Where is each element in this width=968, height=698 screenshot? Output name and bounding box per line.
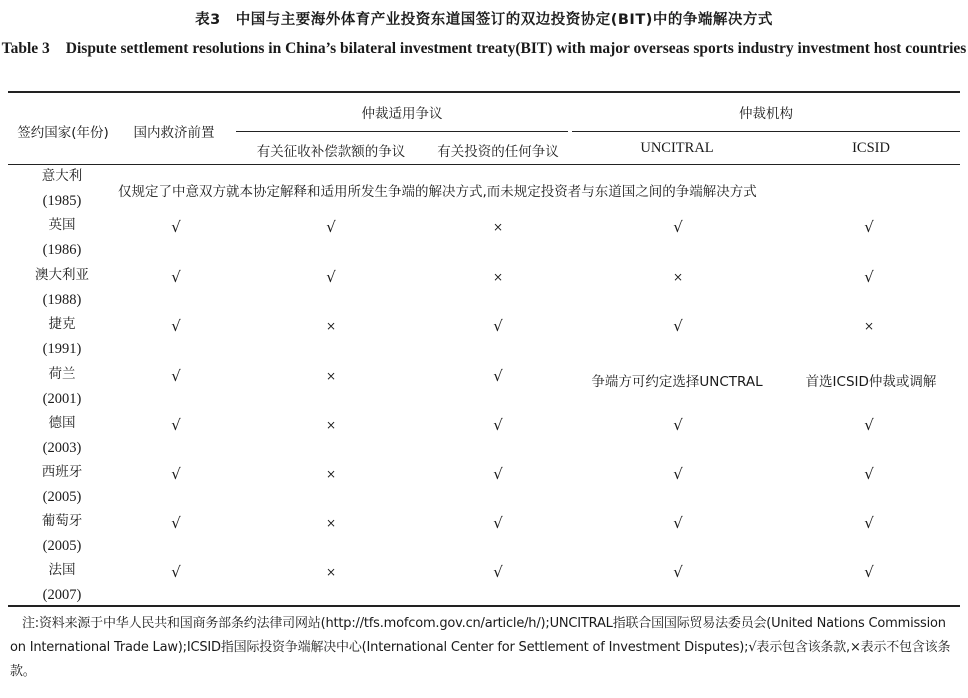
domestic-mark: √ <box>171 218 181 236</box>
domestic-mark: √ <box>171 465 181 483</box>
table-title-en <box>0 36 968 62</box>
country-year: (2007) <box>42 587 82 603</box>
compensation-mark: × <box>325 418 337 432</box>
icsid-mark: √ <box>864 563 874 581</box>
country-cell <box>10 312 114 362</box>
header-country: 签约国家(年份) <box>17 125 109 141</box>
header-scope-compensation: 有关征收补偿款额的争议 <box>256 144 406 160</box>
any-dispute-mark: √ <box>493 416 503 434</box>
country-cell <box>10 362 114 412</box>
any-dispute-mark: × <box>492 220 504 234</box>
country-cell <box>10 411 114 461</box>
any-dispute-mark: × <box>492 270 504 284</box>
compensation-mark: × <box>325 516 337 530</box>
icsid-mark: √ <box>864 465 874 483</box>
country-cell <box>10 263 114 313</box>
compensation-mark: × <box>325 319 337 333</box>
any-dispute-mark: √ <box>493 563 503 581</box>
scope-subrule <box>236 131 568 132</box>
icsid-text: 首选ICSID仲裁或调解 <box>805 374 937 390</box>
country-name: 意大利 <box>41 168 83 184</box>
uncitral-mark: √ <box>673 514 683 532</box>
country-name: 德国 <box>48 415 76 431</box>
country-year: (2003) <box>42 440 82 456</box>
country-year: (1991) <box>42 341 82 357</box>
country-name: 英国 <box>48 217 76 233</box>
compensation-mark: × <box>325 369 337 383</box>
compensation-mark: √ <box>326 268 336 286</box>
any-dispute-mark: √ <box>493 317 503 335</box>
country-name: 葡萄牙 <box>41 513 83 529</box>
country-cell <box>10 164 114 214</box>
header-domestic: 国内救济前置 <box>133 125 215 141</box>
any-dispute-mark: √ <box>493 465 503 483</box>
uncitral-mark: √ <box>673 563 683 581</box>
country-cell <box>10 213 114 263</box>
compensation-mark: × <box>325 565 337 579</box>
domestic-mark: √ <box>171 514 181 532</box>
top-rule <box>8 91 960 93</box>
icsid-mark: × <box>863 319 875 333</box>
country-cell <box>10 558 114 608</box>
uncitral-mark: √ <box>673 416 683 434</box>
uncitral-mark: × <box>672 270 684 284</box>
compensation-mark: √ <box>326 218 336 236</box>
uncitral-text: 争端方可约定选择UNCTRAL <box>591 374 763 390</box>
table-footnote: 注:资料来源于中华人民共和国商务部条约法律司网站(http://tfs.mofcom.gov.cn/article/h/);UNCITRAL指联合国国际贸易法委员会(United Nations Commission on International Trade Law);ICSID指国际投资争端解决中心(International Center for Settlement of Investment Disputes);√表示包含该条款,×表示不包含该条款。 <box>10 616 951 679</box>
bottom-rule <box>8 605 960 607</box>
country-name: 法国 <box>48 562 76 578</box>
any-dispute-mark: √ <box>493 367 503 385</box>
header-arbitration-scope: 仲裁适用争议 <box>361 106 443 122</box>
country-name: 荷兰 <box>48 366 76 382</box>
icsid-mark: √ <box>864 218 874 236</box>
country-year: (1985) <box>42 193 82 209</box>
icsid-mark: √ <box>864 514 874 532</box>
table-caption: Dispute settlement resolutions in China’s bilateral investment treaty(BIT) with major overseas sports industry investment host countries <box>65 40 967 57</box>
header-institution: 仲裁机构 <box>739 106 793 122</box>
country-cell <box>10 460 114 510</box>
domestic-mark: √ <box>171 416 181 434</box>
any-dispute-mark: √ <box>493 514 503 532</box>
header-rule <box>8 164 960 165</box>
country-year: (2001) <box>42 391 82 407</box>
uncitral-mark: √ <box>673 465 683 483</box>
country-name: 西班牙 <box>41 464 83 480</box>
country-year: (2005) <box>42 538 82 554</box>
domestic-mark: √ <box>171 563 181 581</box>
icsid-mark: √ <box>864 268 874 286</box>
country-cell <box>10 509 114 559</box>
country-year: (1986) <box>42 242 82 258</box>
country-year: (2005) <box>42 489 82 505</box>
italy-note: 仅规定了中意双方就本协定解释和适用所发生争端的解决方式,而未规定投资者与东道国之间的争端解决方式 <box>118 184 757 200</box>
header-icsid: ICSID <box>852 140 890 156</box>
table-title-cn: 表3 中国与主要海外体育产业投资东道国签订的双边投资协定(BIT)中的争端解决方式 <box>195 12 773 28</box>
table-label: Table 3 <box>1 40 50 57</box>
domestic-mark: √ <box>171 367 181 385</box>
icsid-mark: √ <box>864 416 874 434</box>
institution-subrule <box>572 131 960 132</box>
compensation-mark: × <box>325 467 337 481</box>
header-scope-any: 有关投资的任何争议 <box>437 144 559 160</box>
country-name: 捷克 <box>48 316 76 332</box>
domestic-mark: √ <box>171 317 181 335</box>
domestic-mark: √ <box>171 268 181 286</box>
uncitral-mark: √ <box>673 317 683 335</box>
country-year: (1988) <box>42 292 82 308</box>
header-uncitral: UNCITRAL <box>640 140 714 156</box>
uncitral-mark: √ <box>673 218 683 236</box>
country-name: 澳大利亚 <box>35 267 89 283</box>
